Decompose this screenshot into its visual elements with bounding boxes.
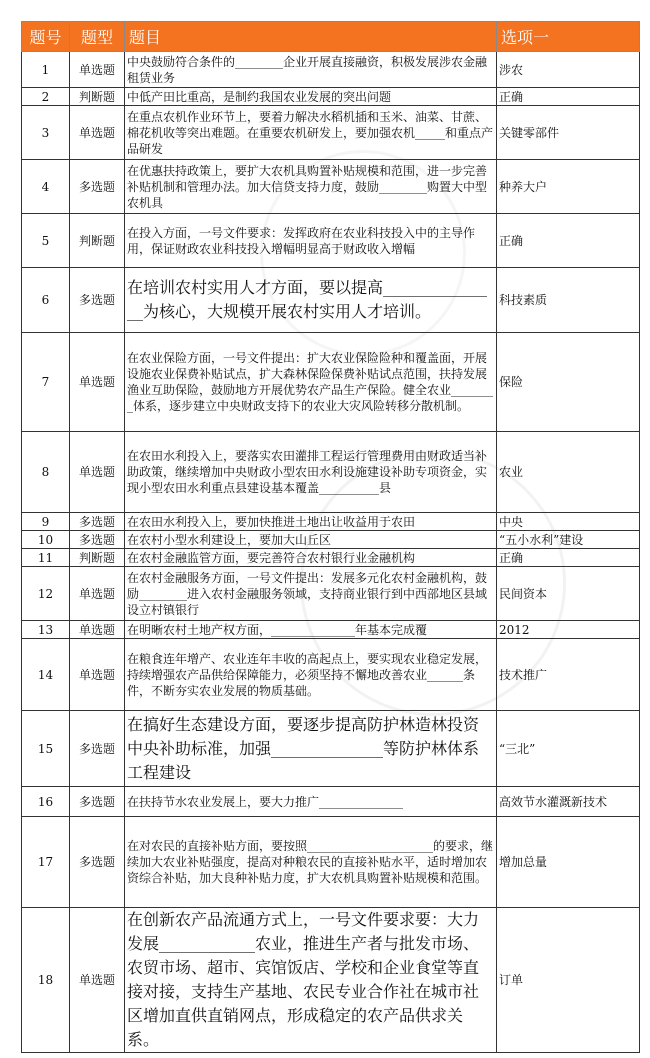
table-row bbox=[22, 711, 640, 787]
row-option: 关键零部件 bbox=[497, 106, 640, 160]
row-question: 在投入方面，一号文件要求：发挥政府在农业科技投入中的主导作用，保证财政农业科技投入增幅明显高于财政收入增幅 bbox=[125, 214, 497, 268]
row-question: 在农村小型水利建设上，要加大山丘区 bbox=[125, 531, 497, 549]
row-type: 多选题 bbox=[70, 531, 125, 549]
row-num: 7 bbox=[22, 333, 70, 432]
row-option: 中央 bbox=[497, 513, 640, 531]
table-row bbox=[22, 160, 640, 214]
row-num: 11 bbox=[22, 549, 70, 567]
row-num: 14 bbox=[22, 639, 70, 711]
header-question: 题目 bbox=[125, 22, 497, 52]
row-type: 多选题 bbox=[70, 787, 125, 817]
question-table bbox=[21, 21, 640, 1053]
table-row bbox=[22, 268, 640, 333]
row-num: 17 bbox=[22, 817, 70, 908]
row-option: 正确 bbox=[497, 88, 640, 106]
row-question: 在搞好生态建设方面，要逐步提高防护林造林投资中央补助标准，加强______________等防护林体系工程建设 bbox=[125, 711, 497, 787]
row-question: 在培训农村实用人才方面，要以提高_______________为核心，大规模开展农村实用人才培训。 bbox=[125, 268, 497, 333]
row-option: 正确 bbox=[497, 549, 640, 567]
row-num: 3 bbox=[22, 106, 70, 160]
table-row bbox=[22, 88, 640, 106]
row-option: 技术推广 bbox=[497, 639, 640, 711]
table-row bbox=[22, 549, 640, 567]
table-row bbox=[22, 621, 640, 639]
row-num: 10 bbox=[22, 531, 70, 549]
row-type: 判断题 bbox=[70, 214, 125, 268]
table-row bbox=[22, 787, 640, 817]
row-question: 在优惠扶持政策上，要扩大农机具购置补贴规模和范围，进一步完善补贴机制和管理办法。加大信贷支持力度，鼓励________购置大中型农机具 bbox=[125, 160, 497, 214]
row-type: 多选题 bbox=[70, 817, 125, 908]
row-option: “三北” bbox=[497, 711, 640, 787]
row-num: 18 bbox=[22, 908, 70, 1053]
row-num: 16 bbox=[22, 787, 70, 817]
table-row bbox=[22, 432, 640, 513]
row-question: 在创新农产品流通方式上，一号文件要求要：大力发展____________农业，推进生产者与批发市场、农贸市场、超市、宾馆饭店、学校和企业食堂等直接对接，支持生产基地、农民专业合作社在城市社区增加直供直销网点，形成稳定的农产品供求关系。 bbox=[125, 908, 497, 1053]
row-type: 单选题 bbox=[70, 639, 125, 711]
row-type: 多选题 bbox=[70, 160, 125, 214]
row-num: 6 bbox=[22, 268, 70, 333]
row-num: 2 bbox=[22, 88, 70, 106]
row-option: 种养大户 bbox=[497, 160, 640, 214]
row-question: 在农村金融监管方面，要完善符合农村银行业金融机构 bbox=[125, 549, 497, 567]
row-question: 中央鼓励符合条件的________企业开展直接融资，积极发展涉农金融租赁业务 bbox=[125, 52, 497, 88]
row-num: 13 bbox=[22, 621, 70, 639]
row-question: 在明晰农村土地产权方面，______________年基本完成覆 bbox=[125, 621, 497, 639]
row-type: 单选题 bbox=[70, 908, 125, 1053]
row-option: 增加总量 bbox=[497, 817, 640, 908]
row-num: 4 bbox=[22, 160, 70, 214]
header-type: 题型 bbox=[70, 22, 125, 52]
row-option: 涉农 bbox=[497, 52, 640, 88]
row-question: 在农田水利投入上，要落实农田灌排工程运行管理费用由财政适当补助政策，继续增加中央财政小型农田水利设施建设补助专项资金，实现小型农田水利重点县建设基本覆盖__________县 bbox=[125, 432, 497, 513]
header-num: 题号 bbox=[22, 22, 70, 52]
row-type: 多选题 bbox=[70, 513, 125, 531]
row-question: 在农村金融服务方面，一号文件提出：发展多元化农村金融机构，鼓励________进入农村金融服务领域，支持商业银行到中西部地区县域设立村镇银行 bbox=[125, 567, 497, 621]
header-option: 选项一 bbox=[497, 22, 640, 52]
row-option: 保险 bbox=[497, 333, 640, 432]
row-option: “五小水利”建设 bbox=[497, 531, 640, 549]
row-type: 单选题 bbox=[70, 567, 125, 621]
table-row bbox=[22, 639, 640, 711]
table-row bbox=[22, 817, 640, 908]
table-row bbox=[22, 106, 640, 160]
table-row bbox=[22, 52, 640, 88]
row-type: 单选题 bbox=[70, 432, 125, 513]
row-num: 9 bbox=[22, 513, 70, 531]
row-num: 12 bbox=[22, 567, 70, 621]
row-option: 民间资本 bbox=[497, 567, 640, 621]
row-type: 判断题 bbox=[70, 549, 125, 567]
table-row bbox=[22, 333, 640, 432]
row-type: 单选题 bbox=[70, 52, 125, 88]
row-num: 5 bbox=[22, 214, 70, 268]
row-question: 中低产田比重高，是制约我国农业发展的突出问题 bbox=[125, 88, 497, 106]
table-row bbox=[22, 513, 640, 531]
row-option: 高效节水灌溉新技术 bbox=[497, 787, 640, 817]
row-num: 1 bbox=[22, 52, 70, 88]
row-option: 2012 bbox=[497, 621, 640, 639]
row-option: 正确 bbox=[497, 214, 640, 268]
row-type: 单选题 bbox=[70, 106, 125, 160]
row-question: 在重点农机作业环节上，要着力解决水稻机插和玉米、油菜、甘蔗、棉花机收等突出难题。在重要农机研发上，要加强农机_____和重点产品研发 bbox=[125, 106, 497, 160]
row-option: 订单 bbox=[497, 908, 640, 1053]
row-option: 科技素质 bbox=[497, 268, 640, 333]
row-question: 在对农民的直接补贴方面，要按照_____________________的要求，继续加大农业补贴强度，提高对种粮农民的直接补贴水平，适时增加农资综合补贴，加大良种补贴力度，扩大农机具购置补贴规模和范围。 bbox=[125, 817, 497, 908]
row-type: 判断题 bbox=[70, 88, 125, 106]
row-type: 多选题 bbox=[70, 268, 125, 333]
row-type: 单选题 bbox=[70, 621, 125, 639]
row-type: 单选题 bbox=[70, 333, 125, 432]
row-question: 在粮食连年增产、农业连年丰收的高起点上，要实现农业稳定发展，持续增强农产品供给保障能力，必须坚持不懈地改善农业______条件，不断夯实农业发展的物质基础。 bbox=[125, 639, 497, 711]
row-option: 农业 bbox=[497, 432, 640, 513]
table-row bbox=[22, 567, 640, 621]
row-question: 在农业保险方面，一号文件提出：扩大农业保险险种和覆盖面，开展设施农业保费补贴试点，扩大森林保险保费补贴试点范围，扶持发展渔业互助保险，鼓励地方开展优势农产品生产保险。健全农业________体系，逐步建立中央财政支持下的农业大灾风险转移分散机制。 bbox=[125, 333, 497, 432]
table-row bbox=[22, 908, 640, 1053]
table-row bbox=[22, 531, 640, 549]
row-type: 多选题 bbox=[70, 711, 125, 787]
row-num: 15 bbox=[22, 711, 70, 787]
header-row bbox=[22, 22, 640, 52]
table-row bbox=[22, 214, 640, 268]
row-question: 在扶持节水农业发展上，要大力推广______________ bbox=[125, 787, 497, 817]
row-num: 8 bbox=[22, 432, 70, 513]
row-question: 在农田水利投入上，要加快推进土地出让收益用于农田 bbox=[125, 513, 497, 531]
